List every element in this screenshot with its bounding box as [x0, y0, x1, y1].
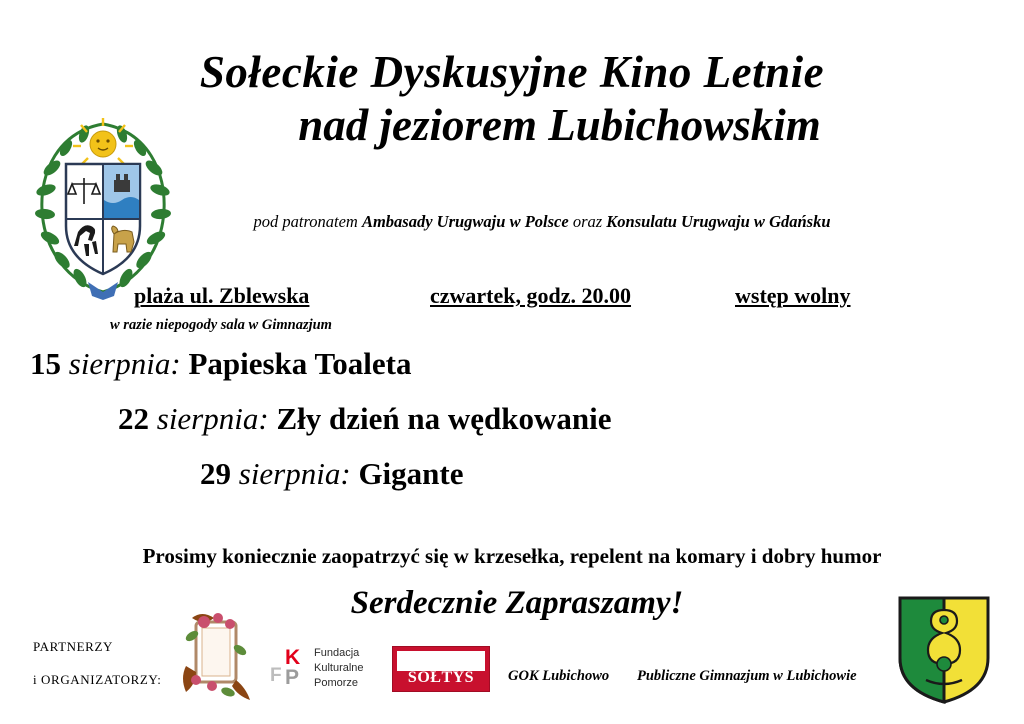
fkp-letter-k: K — [285, 646, 301, 669]
partner-gok-lubichowo: GOK Lubichowo — [508, 668, 610, 684]
partners-label-line1: PARTNERZY — [33, 639, 113, 654]
event-place: plaża ul. Zblewska — [134, 283, 310, 308]
fkp-wordmark — [314, 646, 364, 691]
title-line-1: Sołeckie Dyskusyjne Kino Letnie — [199, 47, 825, 97]
program-item — [0, 458, 1024, 489]
partner-gimnazjum: Publiczne Gimnazjum w Lubichowie — [637, 668, 857, 684]
fkp-word-2: Kulturalne — [314, 661, 364, 674]
floral-frame-logo-icon — [178, 610, 258, 705]
partners-label — [33, 639, 161, 688]
program-item — [0, 348, 1024, 379]
program-month: sierpnia: — [231, 456, 359, 491]
fkp-word-3: Pomorze — [314, 676, 359, 689]
event-entry: wstęp wolny — [735, 283, 851, 308]
event-time: czwartek, godz. 20.00 — [430, 283, 632, 308]
fkp-letter-p: P — [285, 666, 300, 689]
patronage-consulate: Konsulatu Urugwaju w Gdańsku — [606, 212, 831, 231]
soltys-logo — [392, 646, 490, 692]
partners-label-line2: i ORGANIZATORZY: — [33, 672, 162, 687]
fkp-monogram-icon — [268, 645, 310, 689]
event-info-row — [110, 283, 990, 311]
fkp-word-1: Fundacja — [314, 647, 360, 659]
poster-title — [0, 46, 1024, 152]
patronage-embassy: Ambasady Urugwaju w Polsce — [361, 212, 569, 231]
program-month: sierpnia: — [61, 346, 189, 381]
program-film-title: Papieska Toaleta — [188, 346, 412, 381]
fkp-letter-f: F — [270, 665, 282, 686]
invitation-text: Serdecznie Zapraszamy! — [350, 585, 684, 621]
program-day: 22 — [118, 401, 149, 436]
program-day: 29 — [200, 456, 231, 491]
audience-note: Prosimy koniecznie zaopatrzyć się w krzesełka, repelent na komary i dobry humor — [142, 544, 882, 568]
screening-program — [0, 348, 1024, 513]
soltys-wordmark: SOŁTYS — [407, 669, 475, 686]
program-month: sierpnia: — [149, 401, 277, 436]
program-item — [0, 403, 1024, 434]
program-film-title: Zły dzień na wędkowanie — [276, 401, 612, 436]
title-line-2: nad jeziorem Lubichowskim — [298, 100, 821, 151]
patronage-line — [0, 212, 1024, 232]
patronage-join: oraz — [568, 212, 607, 231]
fundacja-kulturalne-pomorze-logo — [268, 645, 383, 693]
soltys-flag-band — [397, 651, 485, 671]
lubichowo-coat-of-arms-icon — [896, 594, 992, 706]
patronage-prefix: pod patronatem — [253, 212, 362, 231]
program-day: 15 — [30, 346, 61, 381]
program-film-title: Gigante — [358, 456, 464, 491]
rain-fallback-note: w razie niepogody sala w Gimnazjum — [110, 317, 332, 333]
